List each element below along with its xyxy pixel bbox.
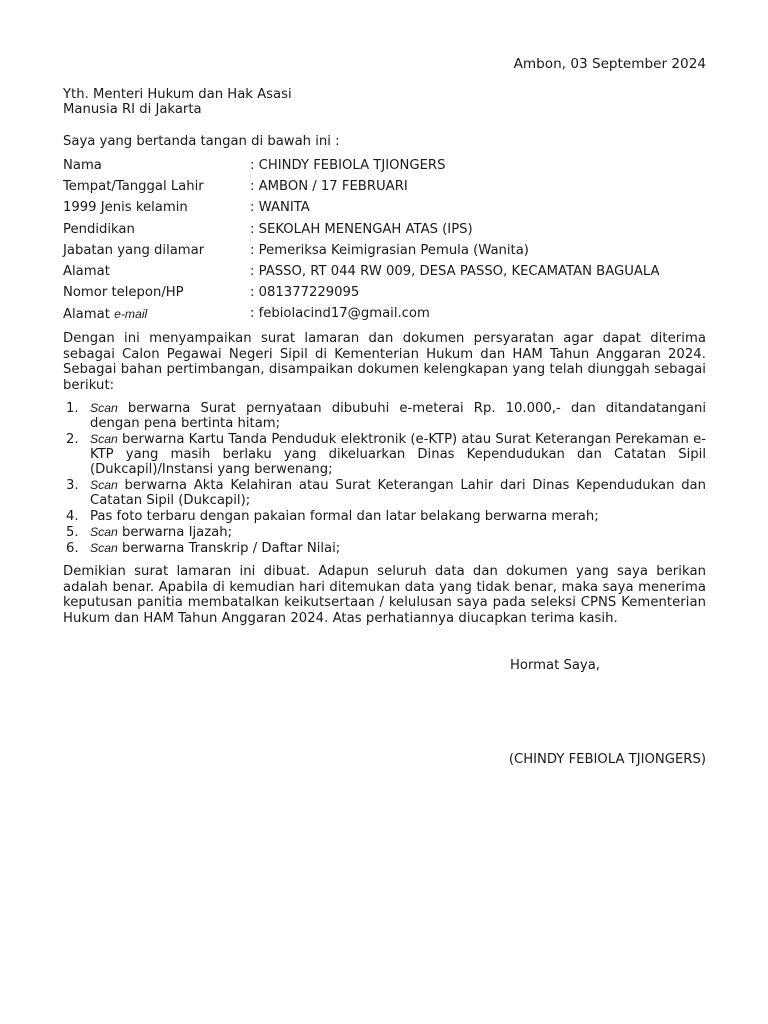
list-italic: Scan (90, 432, 118, 446)
field-label: Pendidikan (63, 221, 135, 237)
list-body: berwarna Ijazah; (117, 525, 233, 540)
field-label: Nama (63, 158, 102, 173)
closing-salutation: Hormat Saya, (510, 658, 600, 673)
list-italic: Scan (90, 541, 118, 555)
recipient-block (63, 87, 292, 117)
list-number: 6. (66, 541, 79, 556)
field-label: Tempat/Tanggal Lahir (63, 179, 204, 195)
field-row-name (63, 157, 706, 178)
list-body: Pas foto terbaru dengan pakaian formal dan latar belakang berwarna merah; (90, 509, 599, 524)
field-row-education (63, 221, 706, 242)
signature-name: (CHINDY FEBIOLA TJIONGERS) (508, 752, 706, 767)
field-label-italic: e-mail (114, 307, 148, 322)
field-value: : WANITA (250, 200, 310, 216)
field-label: Nomor telepon/HP (63, 285, 184, 301)
field-value: : Pemeriksa Keimigrasian Pemula (Wanita) (250, 242, 529, 258)
recipient-line-1: Yth. Menteri Hukum dan Hak Asasi (63, 87, 292, 102)
list-text (90, 509, 706, 524)
field-label: Alamat (63, 263, 110, 279)
list-item (63, 401, 706, 431)
field-row-email (63, 305, 706, 326)
list-body: berwarna Akta Kelahiran atau Surat Keterangan Lahir dari Dinas Kependudukan dan Catatan Sipil (Dukcapil); (90, 478, 706, 508)
field-label (63, 305, 250, 326)
field-label: Jabatan yang dilamar (63, 242, 205, 258)
list-body: berwarna Kartu Tanda Penduduk elektronik (e-KTP) atau Surat Keterangan Perekaman e-KTP yang masih berlaku yang dikeluarkan Dinas Kependudukan dan Catatan Sipil (Dukcapil)/Instansi yang berwenang; (90, 432, 706, 477)
list-item (63, 432, 706, 477)
list-item (63, 541, 706, 556)
list-number: 1. (66, 401, 79, 416)
list-text (90, 432, 706, 477)
recipient-line-2: Manusia RI di Jakarta (63, 102, 202, 117)
field-value: : PASSO, RT 044 RW 009, DESA PASSO, KECAMATAN BAGUALA (250, 263, 660, 279)
list-item (63, 509, 706, 524)
field-value: : CHINDY FEBIOLA TJIONGERS (250, 158, 446, 173)
applicant-fields (63, 157, 706, 327)
field-row-position (63, 242, 706, 263)
list-body: berwarna Surat pernyataan dibubuhi e-meterai Rp. 10.000,- dan ditandatangani dengan pena bertinta hitam; (90, 401, 706, 431)
field-row-phone (63, 284, 706, 305)
field-label-prefix: Alamat (63, 307, 110, 323)
document-list (63, 401, 706, 557)
list-italic: Scan (90, 478, 118, 492)
list-number: 5. (66, 525, 79, 540)
body-paragraph-2: Demikian surat lamaran ini dibuat. Adapun seluruh data dan dokumen yang saya berikan adalah benar. Apabila di kemudian hari ditemukan data yang tidak benar, maka saya menerima keputusan panitia membatalkan keikutsertaan / kelulusan saya pada seleksi CPNS Kementerian Hukum dan HAM Tahun Anggaran 2024. Atas perhatiannya diucapkan terima kasih. (63, 564, 706, 626)
list-text (90, 478, 706, 508)
list-italic: Scan (90, 525, 118, 539)
list-text (90, 525, 706, 540)
letter-date: Ambon, 03 September 2024 (513, 56, 706, 72)
list-text (90, 541, 706, 556)
body-paragraph-1: Dengan ini menyampaikan surat lamaran dan dokumen persyaratan agar dapat diterima sebagai Calon Pegawai Negeri Sipil di Kementerian Hukum dan HAM Tahun Anggaran 2024. Sebagai bahan pertimbangan, disampaikan dokumen kelengkapan yang telah diunggah sebagai berikut: (63, 331, 706, 393)
list-number: 4. (66, 509, 79, 524)
field-row-gender (63, 199, 706, 220)
field-value: : AMBON / 17 FEBRUARI (250, 179, 408, 195)
field-value: : febiolacind17@gmail.com (250, 306, 430, 322)
list-italic: Scan (90, 401, 118, 415)
intro-text: Saya yang bertanda tangan di bawah ini : (63, 134, 340, 149)
list-number: 2. (66, 432, 79, 447)
letter-page (63, 0, 706, 1024)
list-body: berwarna Transkrip / Daftar Nilai; (117, 541, 341, 556)
field-row-birth (63, 178, 706, 199)
field-value: : 081377229095 (250, 285, 360, 301)
field-value: : SEKOLAH MENENGAH ATAS (IPS) (250, 221, 473, 237)
list-number: 3. (66, 478, 79, 493)
field-row-address (63, 263, 706, 284)
list-item (63, 525, 706, 540)
field-label: 1999 Jenis kelamin (63, 200, 188, 216)
list-item (63, 478, 706, 508)
list-text (90, 401, 706, 431)
